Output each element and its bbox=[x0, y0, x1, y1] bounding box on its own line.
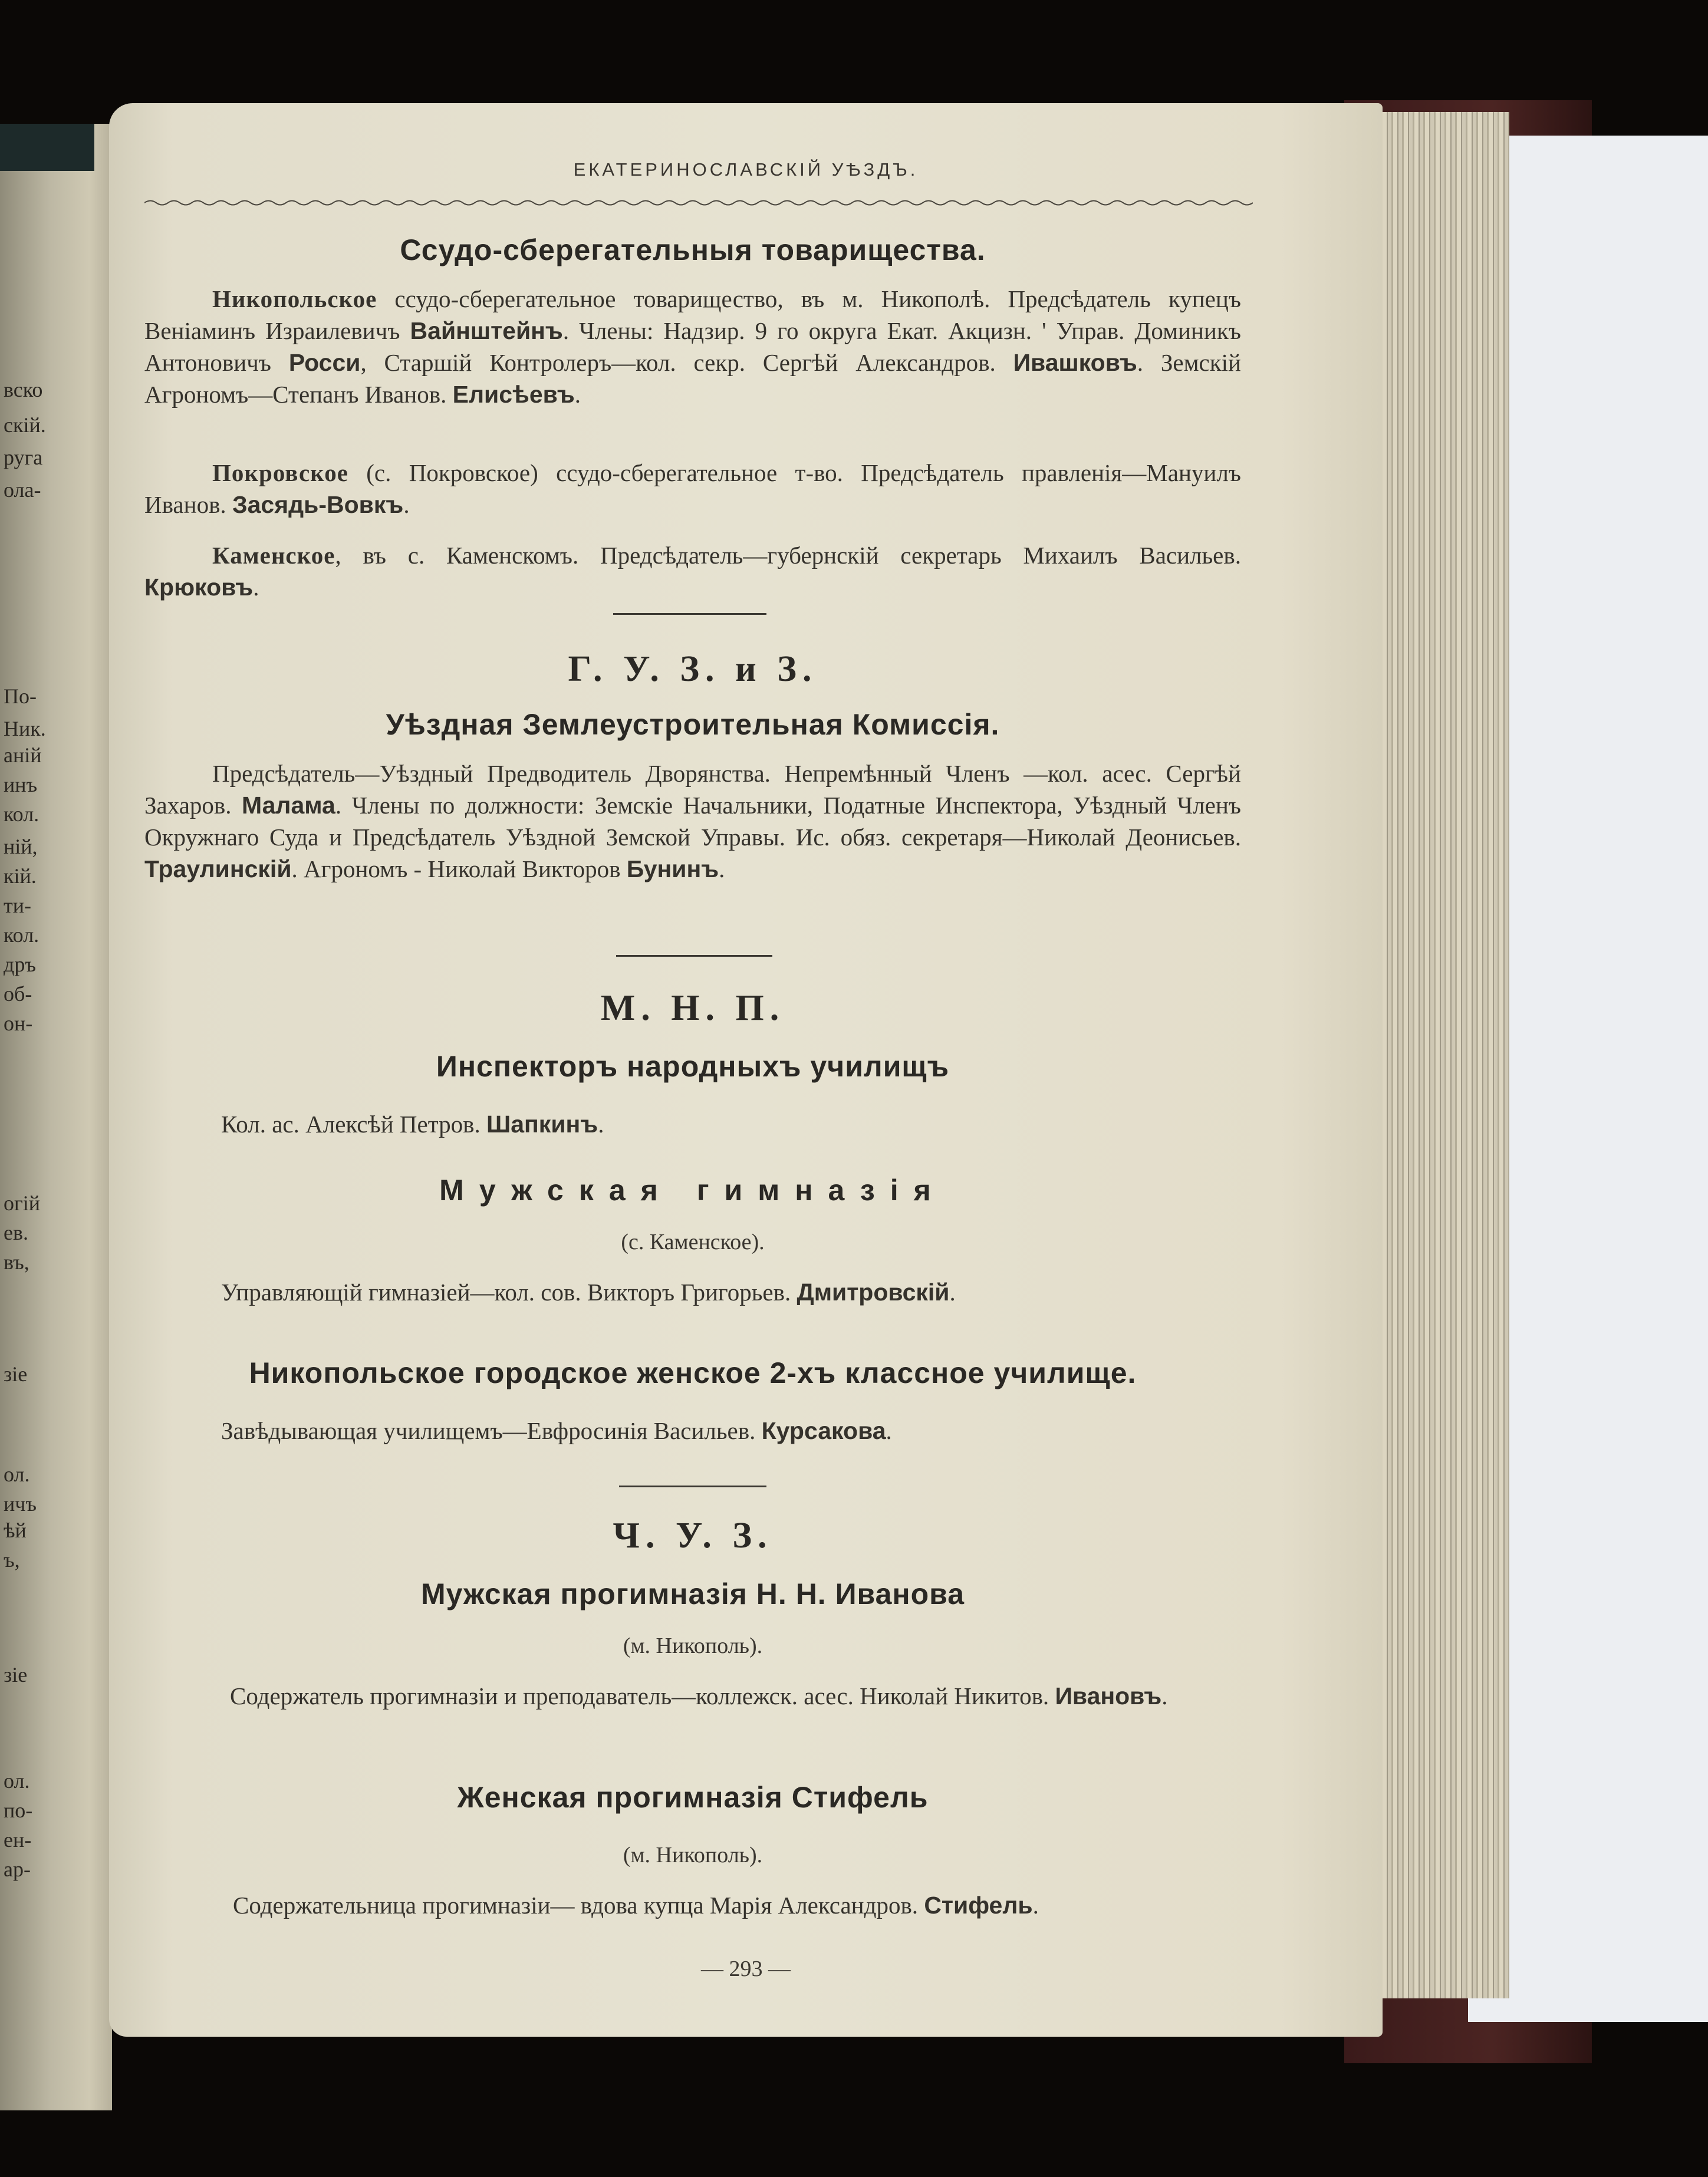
entry-text: . bbox=[574, 381, 581, 408]
section-title: Никопольское городское женское 2-хъ классное училище. bbox=[249, 1356, 1137, 1389]
entry-text: Предсѣдатель—Уѣздный Предводитель Дворянства. Непремѣнный Членъ —кол. асес. Сергѣй Захаров. bbox=[144, 760, 1241, 819]
location-note: (с. Каменское). bbox=[621, 1230, 765, 1254]
previous-page-fragment: зіе bbox=[4, 1663, 28, 1687]
page-number: — 293 — bbox=[701, 1957, 791, 1981]
section-stifel-sub bbox=[144, 1842, 1241, 1868]
entry-lead: Покровское bbox=[212, 459, 348, 486]
previous-page-fragment: ол. bbox=[4, 1463, 30, 1486]
previous-page-fragment: ичъ bbox=[4, 1492, 37, 1516]
previous-page-fragment: ола- bbox=[4, 478, 41, 502]
entry-text: . Члены: Надзир. 9 го округа Екат. Акцизн. ' Управ. Доминикъ Антоновичъ bbox=[144, 317, 1241, 376]
entry-text: , Старшій Контролеръ—кол. секр. Сергѣй Александров. bbox=[360, 349, 1013, 376]
entry-stifel-owner bbox=[144, 1889, 1241, 1921]
entry-text: . bbox=[1161, 1682, 1168, 1710]
person-surname: Малама bbox=[241, 792, 335, 819]
section-title: Мужская гимназія bbox=[439, 1174, 946, 1207]
section-ivanov-sub bbox=[144, 1633, 1241, 1659]
header-ornament-rule bbox=[144, 197, 1253, 208]
entry-text: . Агрономъ - Николай Викторов bbox=[291, 855, 627, 882]
entry-text: . bbox=[886, 1417, 892, 1444]
entry-text: Кол. ас. Алексѣй Петров. bbox=[221, 1111, 487, 1138]
entry-school-head bbox=[144, 1415, 1241, 1447]
entry-pokrovskoe-society bbox=[144, 457, 1241, 521]
previous-page-fragment: ол. bbox=[4, 1769, 30, 1793]
previous-page-fragment: ѣй bbox=[4, 1519, 27, 1542]
person-surname: Росси bbox=[288, 349, 361, 376]
section-title: Инспекторъ народныхъ училищъ bbox=[436, 1050, 950, 1083]
previous-page-fragment: въ, bbox=[4, 1250, 29, 1274]
previous-page-fragment: кол. bbox=[4, 923, 40, 947]
location-note: (м. Никополь). bbox=[623, 1843, 763, 1868]
entry-text: . bbox=[1032, 1892, 1039, 1919]
section-male-gymnasium bbox=[144, 1173, 1241, 1207]
entry-lead: Каменское bbox=[212, 542, 335, 569]
entry-gymnasium-director bbox=[144, 1276, 1241, 1308]
section-female-school bbox=[144, 1356, 1241, 1390]
entry-text: Завѣдывающая училищемъ—Евфросинія Васильев. bbox=[221, 1417, 762, 1444]
entry-text: Управляющій гимназіей—кол. сов. Викторъ Григорьев. bbox=[221, 1279, 797, 1306]
previous-page-fragment: ъ, bbox=[4, 1548, 20, 1572]
previous-page-fragment: аній bbox=[4, 743, 42, 767]
previous-page-fragment: ти- bbox=[4, 894, 31, 917]
previous-page-fragment: кол. bbox=[4, 802, 40, 826]
section-mnp bbox=[144, 987, 1241, 1029]
person-surname: Дмитровскій bbox=[797, 1279, 950, 1306]
entry-text: . bbox=[403, 491, 410, 518]
section-guzz-title-wrap bbox=[144, 707, 1241, 742]
section-mnp-title-wrap bbox=[144, 1049, 1241, 1083]
entry-text: . bbox=[949, 1279, 956, 1306]
entry-ivanov-owner bbox=[144, 1680, 1241, 1712]
previous-page-fragment: ар- bbox=[4, 1857, 31, 1881]
entry-kamenskoe-society bbox=[144, 539, 1241, 603]
section-abbreviation: М. Н. П. bbox=[600, 988, 785, 1028]
person-surname: Курсакова bbox=[761, 1417, 886, 1444]
section-guzz bbox=[144, 648, 1241, 690]
entry-inspector bbox=[144, 1108, 1241, 1140]
person-surname: Крюковъ bbox=[144, 574, 254, 601]
previous-page-fragment: огій bbox=[4, 1191, 41, 1215]
person-surname: Бунинъ bbox=[626, 855, 719, 882]
previous-page-fragment: Ник. bbox=[4, 717, 46, 740]
section-title: Женская прогимназія Стифель bbox=[457, 1781, 929, 1814]
section-male-gymnasium-sub bbox=[144, 1229, 1241, 1255]
section-abbreviation: Ч. У. З. bbox=[613, 1516, 773, 1556]
entry-text: . bbox=[598, 1111, 604, 1138]
section-title: Ссудо-сберегательныя товарищества. bbox=[400, 233, 986, 266]
entry-text: Содержатель прогимназіи и преподаватель—коллежск. асес. Николай Никитов. bbox=[230, 1682, 1055, 1710]
section-title: Уѣздная Землеустроительная Комиссія. bbox=[386, 708, 1000, 741]
location-note: (м. Никополь). bbox=[623, 1633, 763, 1658]
previous-page-fragment: скій. bbox=[4, 413, 46, 437]
section-abbreviation: Г. У. З. и З. bbox=[568, 649, 818, 689]
person-surname: Ивановъ bbox=[1055, 1682, 1162, 1710]
entry-text: Содержательница прогимназіи— вдова купца Марія Александров. bbox=[233, 1892, 924, 1919]
previous-page-fragment: зіе bbox=[4, 1362, 28, 1386]
section-title: Мужская прогимназія Н. Н. Иванова bbox=[420, 1577, 965, 1610]
previous-page-fragment: ев. bbox=[4, 1221, 28, 1244]
entry-text: , въ с. Каменскомъ. Предсѣдатель—губернскій секретарь Михаилъ Васильев. bbox=[335, 542, 1241, 569]
previous-page-fragment: По- bbox=[4, 684, 37, 708]
person-surname: Засядь-Вовкъ bbox=[232, 491, 404, 518]
entry-text: . bbox=[253, 574, 259, 601]
entry-nikopol-society bbox=[144, 283, 1241, 410]
person-surname: Ивашковъ bbox=[1013, 349, 1137, 376]
entry-text: . Члены по должности: Земскіе Начальники, Податные Инспектора, Уѣздный Членъ Окружнаго Суда и Предсѣдатель Уѣздной Земской Управы. Ис. обяз. секретаря—Николай Деонисьев. bbox=[144, 792, 1241, 851]
entry-text: (с. Покровское) ссудо-сберегательное т-во. Предсѣдатель правленія—Мануилъ Иванов. bbox=[144, 459, 1241, 518]
person-surname: Вайнштейнъ bbox=[410, 317, 563, 344]
running-head: ЕКАТЕРИНОСЛАВСКІЙ УѢЗДЪ. bbox=[573, 159, 919, 180]
section-divider bbox=[613, 613, 766, 615]
previous-page-shadow bbox=[0, 124, 94, 171]
section-ivanov-progymnasium bbox=[144, 1577, 1241, 1611]
previous-page-fragment: по- bbox=[4, 1799, 33, 1822]
section-stifel-progymnasium bbox=[144, 1780, 1241, 1814]
previous-page-fragment: он- bbox=[4, 1012, 33, 1035]
entry-text: . Земскій Агрономъ—Степанъ Иванов. bbox=[144, 349, 1241, 408]
previous-page-fragment: кій. bbox=[4, 864, 37, 888]
previous-page-fragment: ен- bbox=[4, 1828, 32, 1852]
previous-page-fragment: дръ bbox=[4, 953, 36, 976]
section-chuz bbox=[144, 1515, 1241, 1557]
previous-page-fragment: руга bbox=[4, 446, 43, 469]
person-surname: Шапкинъ bbox=[486, 1111, 598, 1138]
previous-page-fragment: инъ bbox=[4, 773, 38, 796]
entry-lead: Никопольское bbox=[212, 285, 377, 312]
previous-page-fragment: об- bbox=[4, 982, 32, 1006]
previous-page-fragment: вско bbox=[4, 378, 43, 401]
entry-text: . bbox=[719, 855, 725, 882]
section-divider bbox=[619, 1486, 766, 1487]
previous-page-fragment: ній, bbox=[4, 835, 38, 858]
entry-land-commission bbox=[144, 757, 1241, 885]
section-credit-societies bbox=[144, 233, 1241, 267]
person-surname: Елисѣевъ bbox=[452, 381, 575, 408]
person-surname: Траулинскій bbox=[144, 855, 292, 882]
person-surname: Стифель bbox=[924, 1892, 1033, 1919]
section-divider bbox=[616, 955, 772, 957]
entry-text: ссудо-сберегательное товарищество, въ м. Никополѣ. Предсѣдатель купецъ Веніаминъ Израилевичъ bbox=[144, 285, 1241, 344]
